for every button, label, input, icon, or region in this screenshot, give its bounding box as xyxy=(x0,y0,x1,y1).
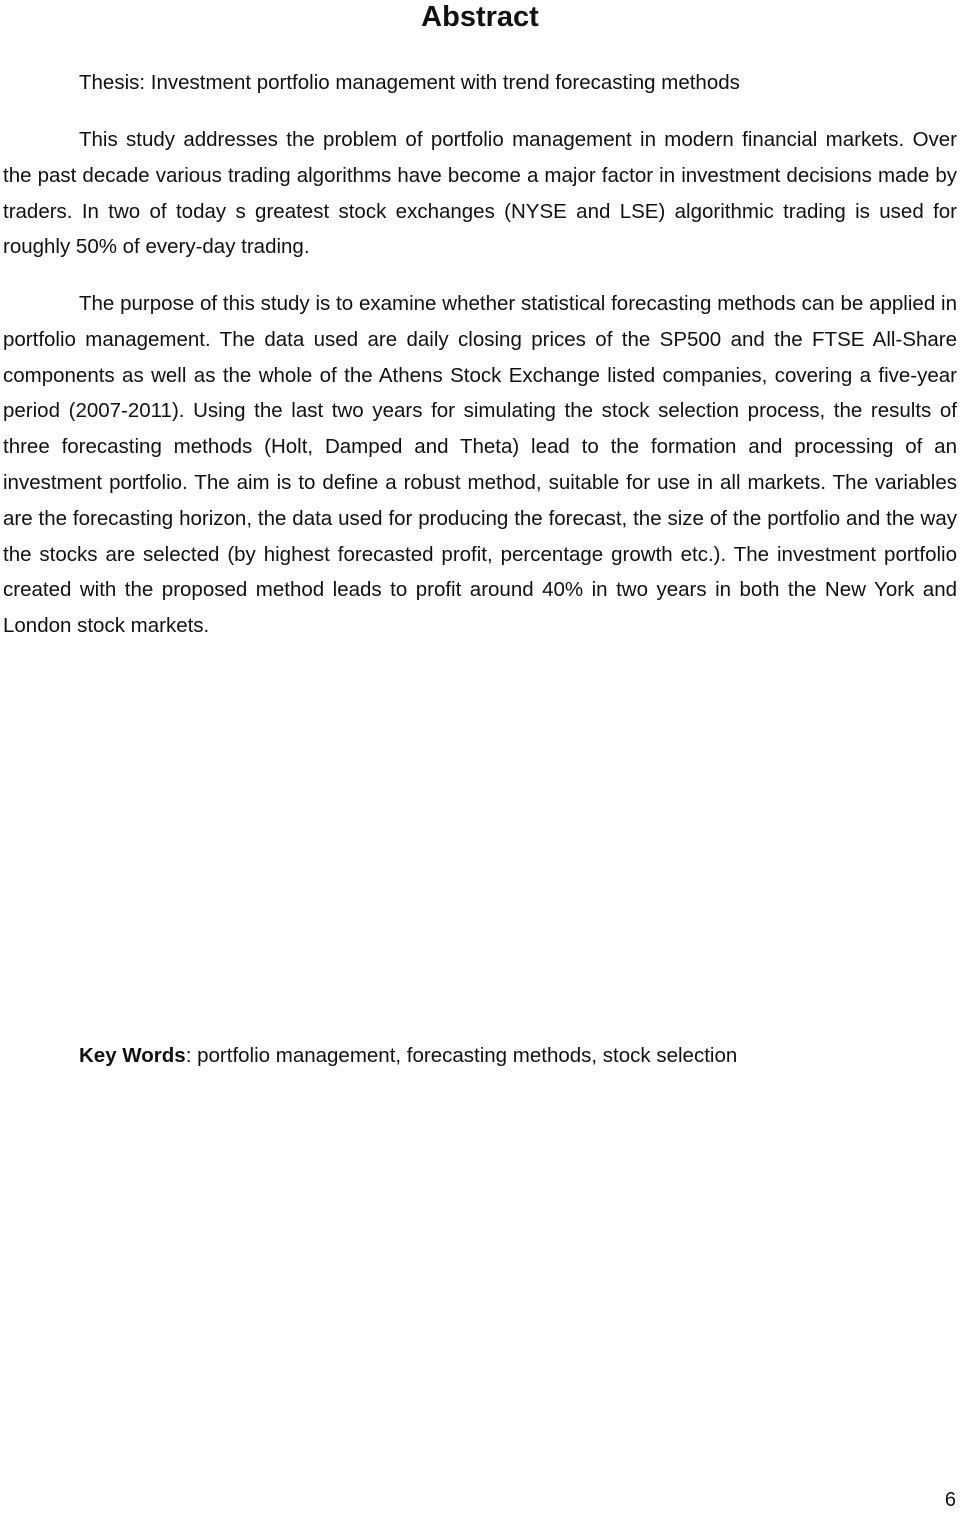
page-number: 6 xyxy=(944,1489,956,1511)
abstract-paragraph-2 xyxy=(3,286,957,644)
keywords-separator: : xyxy=(185,1044,198,1067)
paragraph-text: This study addresses the problem of portfolio management in modern financial markets. Over the past decade various trading algorithms have become a major factor in investment decisions made by traders. In two of today s greatest stock exchanges (NYSE and LSE) algorithmic trading is used for roughly 50% of every-day trading. xyxy=(3,128,957,259)
abstract-paragraph-1 xyxy=(3,122,957,265)
page-title: Abstract xyxy=(421,1,539,33)
keywords-line xyxy=(79,1041,737,1071)
thesis-line: Thesis: Investment portfolio management with trend forecasting methods xyxy=(79,71,740,94)
paragraph-text: The purpose of this study is to examine whether statistical forecasting methods can be applied in portfolio management. The data used are daily closing prices of the SP500 and the FTSE All-Share components as well as the whole of the Athens Stock Exchange listed companies, covering a five-year period (2007-2011). Using the last two years for simulating the stock selection process, the results of three forecasting methods (Holt, Damped and Theta) lead to the formation and processing of an investment portfolio. The aim is to define a robust method, suitable for use in all markets. The variables are the forecasting horizon, the data used for producing the forecast, the size of the portfolio and the way the stocks are selected (by highest forecasted profit, percentage growth etc.). The investment portfolio created with the proposed method leads to profit around 40% in two years in both the New York and London stock markets. xyxy=(3,292,957,638)
keywords-label: Key Words xyxy=(79,1044,186,1067)
keywords-value: portfolio management, forecasting methods, stock selection xyxy=(197,1044,738,1067)
